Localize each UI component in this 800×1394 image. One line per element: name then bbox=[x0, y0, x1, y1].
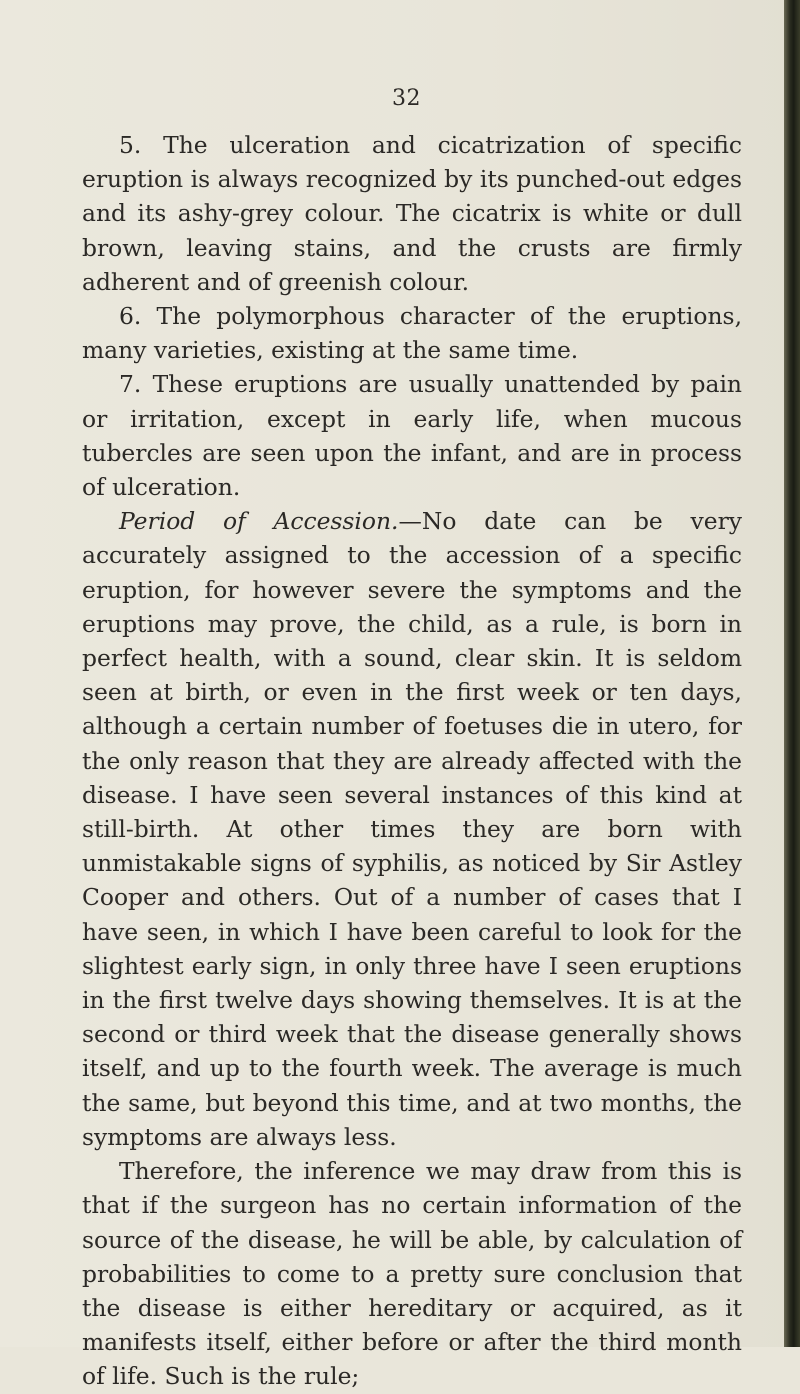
body-text bbox=[82, 128, 742, 1394]
paragraph-text: 6. The polymorphous character of the eruptions, many varieties, existing at the same time. bbox=[82, 302, 742, 365]
paragraph-text: Therefore, the inference we may draw from this is that if the surgeon has no certain information of the source of the disease, he will be able, by calculation of probabilities to come to a pretty sure conclusion that the disease is either hereditary or acquired, as it manifests itself, either before or after the third month of life. Such is the rule; bbox=[82, 1157, 742, 1391]
page-number: 32 bbox=[392, 86, 421, 111]
paragraph-period-of-accession bbox=[82, 504, 742, 1154]
paragraph-unattended bbox=[82, 367, 742, 504]
paragraph-polymorphous bbox=[82, 299, 742, 367]
paragraph-inference bbox=[82, 1154, 742, 1393]
paragraph-ulceration bbox=[82, 128, 742, 299]
book-spine-edge bbox=[784, 0, 800, 1347]
paragraph-text: 5. The ulceration and cicatrization of specific eruption is always recognized by its punched-out edges and its ashy-grey colour. The cicatrix is white or dull brown, leaving stains, and the crusts are firmly adherent and of greenish colour. bbox=[82, 131, 742, 296]
paragraph-text: 7. These eruptions are usually unattended by pain or irritation, except in early life, when mucous tubercles are seen upon the infant, and are in process of ulceration. bbox=[82, 370, 742, 502]
paragraph-text: —No date can be very accurately assigned to the accession of a specific eruption, for however severe the symptoms and the eruptions may prove, the child, as a rule, is born in perfect health, with a sound, clear skin. It is seldom seen at birth, or even in the first week or ten days, although a certain number of foetuses die in utero, for the only reason that they are already affected with the disease. I have seen several instances of this kind at still-birth. At other times they are born with unmistakable signs of syphilis, as noticed by Sir Astley Cooper and others. Out of a number of cases that I have seen, in which I have been careful to look for the slightest early sign, in only three have I seen eruptions in the first twelve days showing themselves. It is at the second or third week that the disease generally shows itself, and up to the fourth week. The average is much the same, but beyond this time, and at two months, the symptoms are always less. bbox=[82, 507, 742, 1151]
section-heading-period-of-accession: Period of Accession. bbox=[119, 507, 399, 536]
